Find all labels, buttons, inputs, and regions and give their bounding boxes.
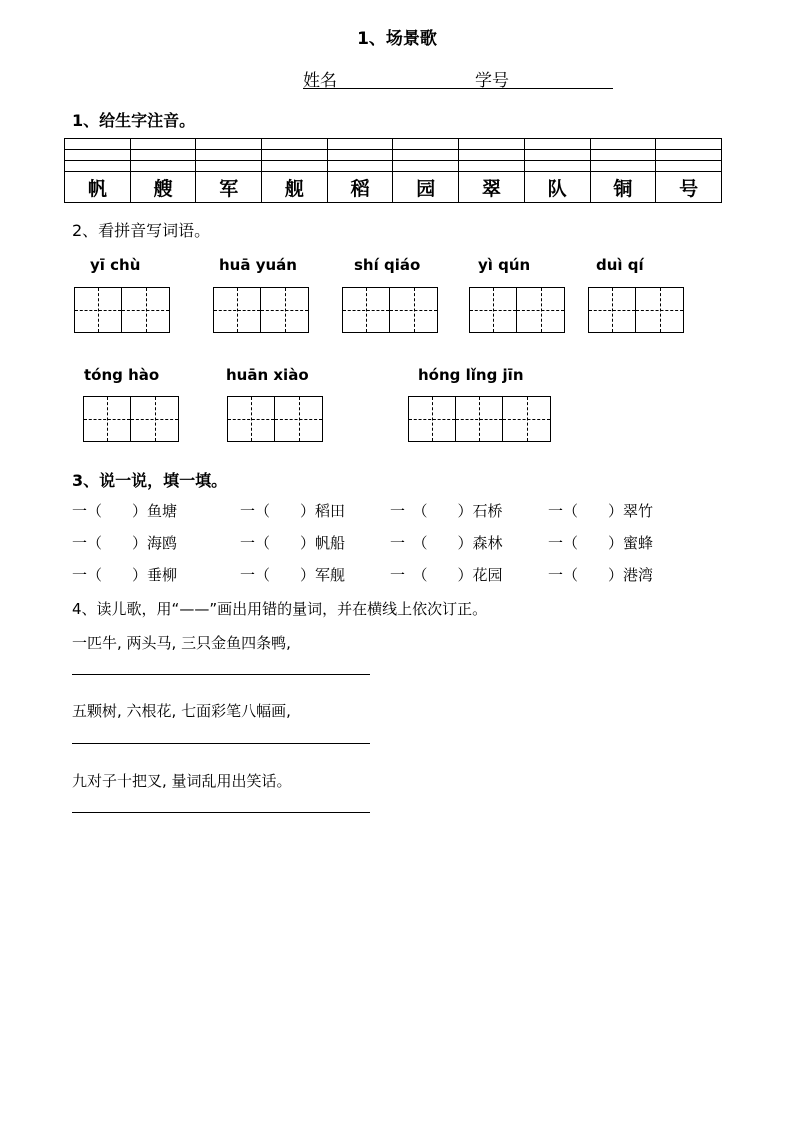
pinyin-write-cell[interactable] [196,139,262,150]
name-label: 姓名 [303,71,337,91]
character-cell: 帆 [65,172,131,203]
character-cell: 铜 [590,172,656,203]
pinyin-write-cell[interactable] [262,139,328,150]
rhyme-line: 九对子十把叉, 量词乱用出笑话。 [72,772,292,790]
tianzige-cell[interactable] [456,397,503,441]
pinyin-write-row [65,161,722,172]
section1-heading: 1、给生字注音。 [72,111,196,130]
pinyin-write-cell[interactable] [327,161,393,172]
measure-word-blank[interactable]: 一 （ ）花园 [390,566,503,584]
pinyin-write-cell[interactable] [393,139,459,150]
tianzige-grid [213,287,309,333]
tianzige-cell[interactable] [75,288,122,332]
pinyin-write-cell[interactable] [524,139,590,150]
pinyin-write-cell[interactable] [393,150,459,161]
tianzige-cell[interactable] [214,288,261,332]
pinyin-write-cell[interactable] [130,150,196,161]
tianzige-grid [408,396,551,442]
measure-word-blank[interactable]: 一（ ）海鸥 [72,534,178,552]
tianzige-cell[interactable] [122,288,169,332]
pinyin-write-cell[interactable] [459,161,525,172]
measure-word-blank[interactable]: 一（ ）垂柳 [72,566,178,584]
pinyin-write-cell[interactable] [65,150,131,161]
character-cell: 艘 [130,172,196,203]
measure-word-blank[interactable]: 一（ ）港湾 [548,566,654,584]
tianzige-grid [74,287,170,333]
measure-word-blank[interactable]: 一 （ ）石桥 [390,502,503,520]
measure-word-blank[interactable]: 一（ ）帆船 [240,534,346,552]
pinyin-prompt: huān xiào [226,366,309,384]
student-id-label: 学号 [475,71,509,91]
tianzige-cell[interactable] [84,397,131,441]
pinyin-write-cell[interactable] [65,161,131,172]
rhyme-line: 一匹牛, 两头马, 三只金鱼四条鸭, [72,634,291,652]
pinyin-write-cell[interactable] [590,161,656,172]
pinyin-write-cell[interactable] [130,161,196,172]
pinyin-write-cell[interactable] [524,150,590,161]
section2-heading: 2、看拼音写词语。 [72,221,211,240]
pinyin-write-cell[interactable] [590,150,656,161]
tianzige-cell[interactable] [589,288,636,332]
tianzige-cell[interactable] [503,397,550,441]
pinyin-prompt: yì qún [478,256,531,274]
tianzige-cell[interactable] [636,288,683,332]
tianzige-cell[interactable] [409,397,456,441]
answer-line[interactable] [72,674,370,675]
pinyin-write-cell[interactable] [459,139,525,150]
pinyin-prompt: tóng hào [84,366,160,384]
pinyin-prompt: duì qí [596,256,644,274]
name-field[interactable] [303,66,465,89]
page-title: 1、场景歌 [357,29,437,49]
character-cell: 稻 [327,172,393,203]
pinyin-annotation-table [64,138,722,203]
character-cell: 军 [196,172,262,203]
measure-word-blank[interactable]: 一（ ）蜜蜂 [548,534,654,552]
pinyin-write-cell[interactable] [196,161,262,172]
pinyin-write-cell[interactable] [656,161,722,172]
pinyin-write-cell[interactable] [459,150,525,161]
pinyin-prompt: huā yuán [219,256,297,274]
measure-word-blank[interactable]: 一（ ）稻田 [240,502,346,520]
pinyin-prompt: hóng lǐng jīn [418,366,524,384]
pinyin-write-cell[interactable] [327,150,393,161]
pinyin-write-cell[interactable] [524,161,590,172]
pinyin-write-row [65,139,722,150]
measure-word-blank[interactable]: 一（ ）翠竹 [548,502,654,520]
pinyin-prompt: shí qiáo [354,256,421,274]
tianzige-cell[interactable] [228,397,275,441]
answer-line[interactable] [72,743,370,744]
tianzige-grid [469,287,565,333]
tianzige-grid [588,287,684,333]
tianzige-cell[interactable] [131,397,178,441]
pinyin-write-cell[interactable] [65,139,131,150]
tianzige-grid [83,396,179,442]
tianzige-grid [342,287,438,333]
pinyin-write-row [65,150,722,161]
pinyin-write-cell[interactable] [130,139,196,150]
tianzige-cell[interactable] [517,288,564,332]
tianzige-cell[interactable] [261,288,308,332]
student-id-field[interactable] [465,66,613,89]
measure-word-blank[interactable]: 一（ ）鱼塘 [72,502,178,520]
pinyin-write-cell[interactable] [656,150,722,161]
section3-heading: 3、说一说，填一填。 [72,471,228,490]
tianzige-cell[interactable] [343,288,390,332]
measure-word-blank[interactable]: 一 （ ）森林 [390,534,503,552]
pinyin-write-cell[interactable] [656,139,722,150]
character-row [65,172,722,203]
section4-heading: 4、读儿歌，用“——”画出用错的量词，并在横线上依次订正。 [72,600,488,618]
answer-line[interactable] [72,812,370,813]
measure-word-blank[interactable]: 一（ ）军舰 [240,566,346,584]
pinyin-write-cell[interactable] [262,161,328,172]
pinyin-write-cell[interactable] [262,150,328,161]
pinyin-write-cell[interactable] [327,139,393,150]
tianzige-grid [227,396,323,442]
pinyin-write-cell[interactable] [393,161,459,172]
tianzige-cell[interactable] [470,288,517,332]
character-cell: 园 [393,172,459,203]
character-cell: 翠 [459,172,525,203]
character-cell: 号 [656,172,722,203]
pinyin-prompt: yī chù [90,256,141,274]
tianzige-cell[interactable] [390,288,437,332]
character-cell: 舰 [262,172,328,203]
tianzige-cell[interactable] [275,397,322,441]
rhyme-line: 五颗树, 六根花, 七面彩笔八幅画, [72,702,291,720]
pinyin-write-cell[interactable] [590,139,656,150]
character-cell: 队 [524,172,590,203]
pinyin-write-cell[interactable] [196,150,262,161]
